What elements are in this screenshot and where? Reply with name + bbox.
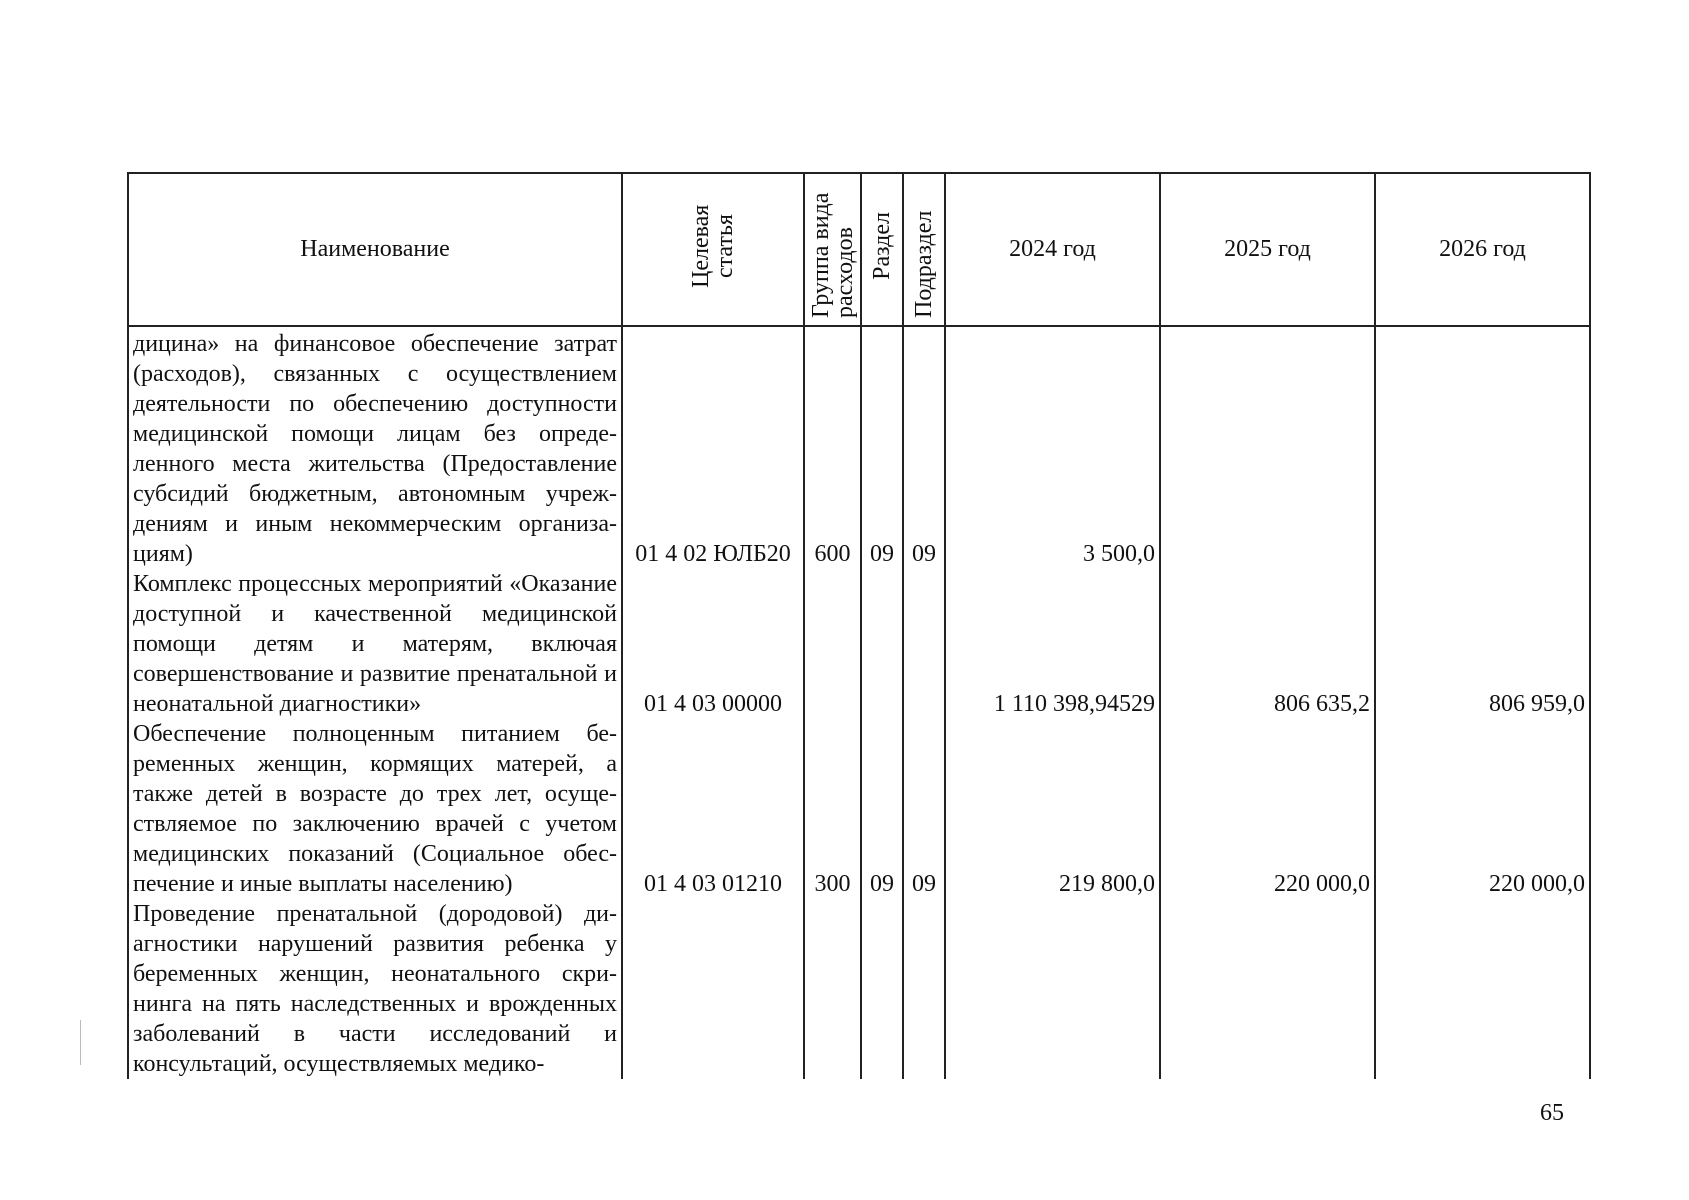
page-number: 65 [1540,1100,1564,1126]
table-row [128,326,1590,569]
table-row [128,899,1590,1079]
row-group [804,899,861,1079]
budget-table [127,172,1591,1079]
row-section [861,569,903,719]
header-year-2024 [945,173,1160,326]
row-code [622,899,804,1079]
scan-margin-mark [80,1020,81,1065]
row-group: 600 [804,326,861,569]
row-2024: 3 500,0 [945,326,1160,569]
row-code: 01 4 03 00000 [622,569,804,719]
row-code: 01 4 02 ЮЛБ20 [622,326,804,569]
header-name [128,173,622,326]
row-name: Проведение пренатальной (дородовой) диагностики нарушений развития ребенка у беременных женщин, неонатального скрининга на пять наследственных и врожденных заболеваний в части исследований и консультаций, осуществляемых медико- [128,899,622,1079]
row-2025: 220 000,0 [1160,719,1375,899]
row-2024: 1 110 398,94529 [945,569,1160,719]
row-group [804,569,861,719]
header-section-label: Раздел [869,212,895,280]
row-subsection: 09 [903,719,945,899]
header-section [861,173,903,326]
row-2025 [1160,899,1375,1079]
header-year-2026 [1375,173,1590,326]
row-section: 09 [861,719,903,899]
row-subsection: 09 [903,326,945,569]
row-2026: 806 959,0 [1375,569,1590,719]
row-section: 09 [861,326,903,569]
header-year-2026-label: 2026 год [1439,236,1526,262]
header-year-2025-label: 2025 год [1224,236,1311,262]
row-subsection [903,899,945,1079]
row-name: Комплекс процессных мероприятий «Оказание доступной и качественной медицинской помощи детям и матерям, включая совершенствование и развитие пренатальной и неонатальной диагностики» [128,569,622,719]
header-expense-group-label: Группа вида расходов [807,192,858,318]
row-2025: 806 635,2 [1160,569,1375,719]
row-2025 [1160,326,1375,569]
row-code: 01 4 03 01210 [622,719,804,899]
row-2026: 220 000,0 [1375,719,1590,899]
row-name: дицина» на финансовое обеспечение затрат (расходов), связанных с осуществлением деятельности по обеспечению доступности медицинской помощи лицам без определенного места жительства (Предоставление субсидий бюджетным, автономным учреждениям и иным некоммерческим организациям) [128,326,622,569]
row-group: 300 [804,719,861,899]
row-2024 [945,899,1160,1079]
header-subsection [903,173,945,326]
header-subsection-label: Подраздел [911,210,937,318]
row-name: Обеспечение полноценным питанием беременных женщин, кормящих матерей, а также детей в возрасте до трех лет, осуществляемое по заключению врачей с учетом медицинских показаний (Социальное обеспечение и иные выплаты населению) [128,719,622,899]
row-2024: 219 800,0 [945,719,1160,899]
header-target-article [622,173,804,326]
row-2026 [1375,899,1590,1079]
table-row [128,569,1590,719]
row-section [861,899,903,1079]
header-year-2025 [1160,173,1375,326]
header-name-label: Наименование [300,236,450,262]
header-target-article-label: Целевая статья [688,204,738,288]
table-header-row [128,173,1590,326]
header-year-2024-label: 2024 год [1009,236,1096,262]
row-2026 [1375,326,1590,569]
table-row [128,719,1590,899]
row-subsection [903,569,945,719]
header-expense-group [804,173,861,326]
